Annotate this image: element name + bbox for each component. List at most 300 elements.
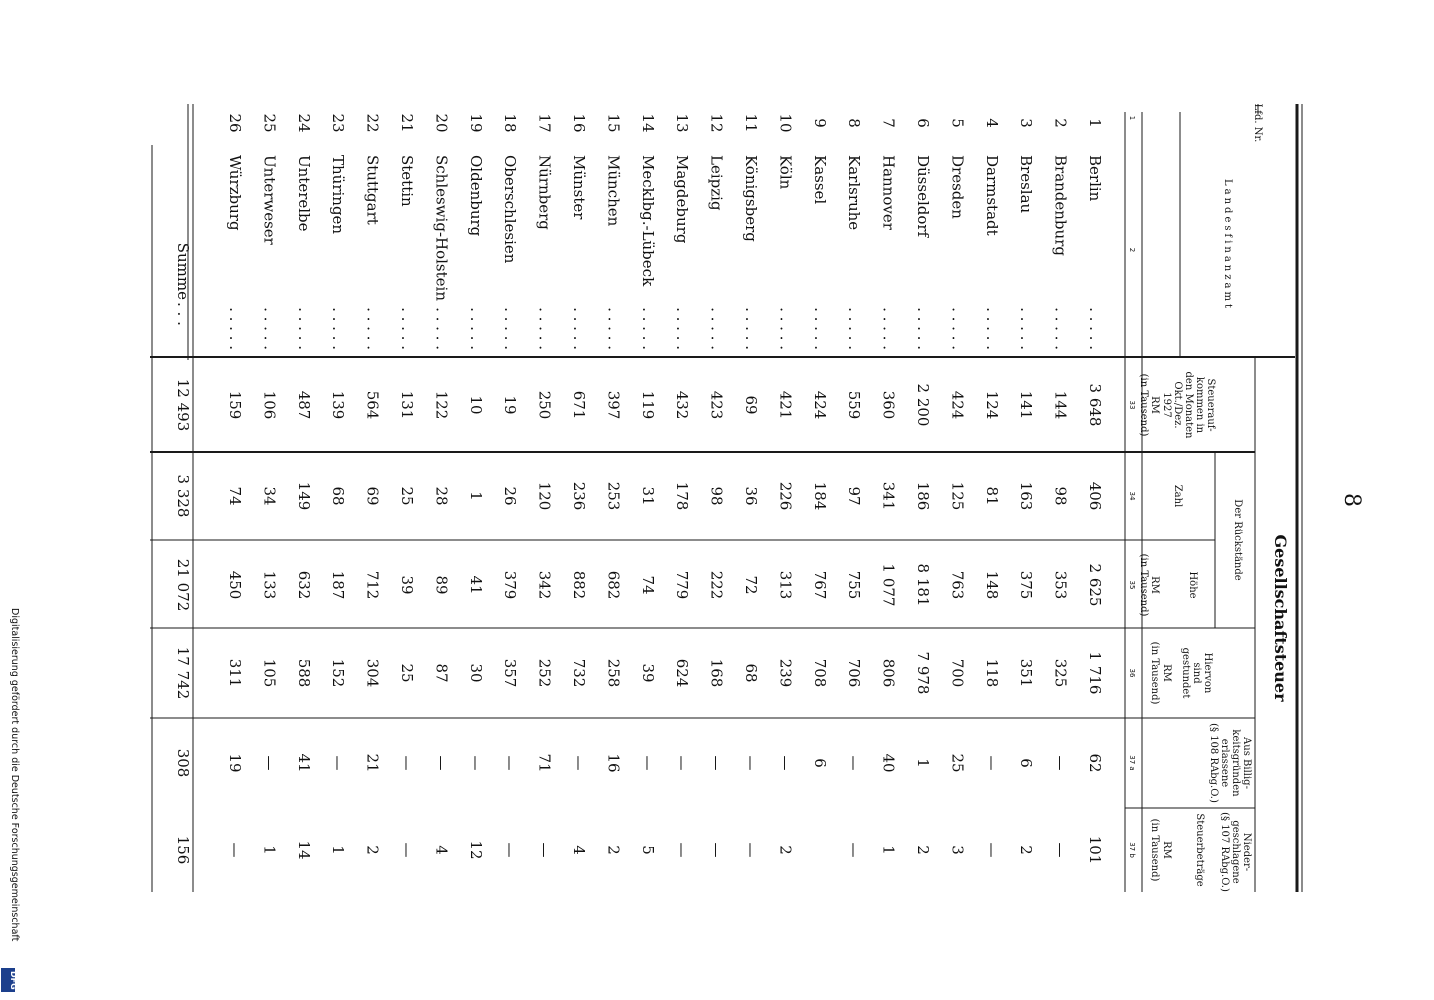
row-number: 4	[982, 118, 1001, 128]
cell-c35: 8 181	[914, 563, 932, 607]
cell-c33: 397	[604, 390, 623, 420]
cell-c37b: 14	[294, 840, 313, 860]
cell-c35: 450	[226, 570, 244, 600]
leader-dots: . . . . .	[845, 307, 864, 350]
cell-c35: 779	[673, 570, 692, 600]
cell-c37a: —	[1051, 755, 1070, 771]
cell-c37a: —	[466, 755, 485, 771]
cell-c37b: 4	[570, 845, 588, 855]
row-landesfinanzamt: Mecklbg.-Lübeck	[638, 155, 657, 287]
cell-c35: 148	[982, 570, 1001, 600]
cell-c34: 1	[466, 491, 485, 501]
row-number: 18	[501, 113, 520, 133]
table-row	[914, 118, 932, 855]
cell-c37a: —	[260, 755, 279, 771]
cell-c33: 139	[329, 390, 348, 420]
cell-c35: 41	[466, 575, 485, 595]
cell-c36: 325	[1051, 658, 1070, 688]
header-gestundet	[1149, 642, 1213, 705]
table-row	[226, 113, 244, 857]
cell-c36: 87	[432, 663, 451, 683]
cell-c33: 432	[673, 390, 692, 420]
table-row	[1086, 118, 1104, 864]
row-landesfinanzamt: München	[604, 155, 623, 227]
svg-text:gestundet: gestundet	[1180, 647, 1191, 699]
cell-c34: 74	[226, 486, 244, 506]
cell-c33: 10	[466, 395, 485, 415]
table-row	[260, 113, 278, 854]
leader-dots: . . . . .	[466, 307, 485, 350]
cell-c35: 767	[810, 570, 829, 600]
cell-c35: 187	[329, 570, 348, 600]
table-row	[295, 113, 313, 859]
table-row	[673, 113, 691, 857]
cell-c36: 357	[501, 658, 520, 688]
cell-c35: 755	[845, 570, 864, 600]
leader-dots: . . . . .	[260, 307, 279, 350]
cell-c33: 3 648	[1086, 383, 1104, 427]
svg-text:(in Tausend): (in Tausend)	[1149, 818, 1160, 882]
table-row	[811, 118, 829, 768]
table-row	[948, 118, 966, 855]
cell-c37a: —	[432, 755, 451, 771]
table-row	[776, 113, 794, 854]
cell-c37a: 62	[1086, 753, 1104, 773]
cell-c35: 222	[707, 570, 726, 600]
cell-c34: 125	[948, 481, 967, 511]
row-landesfinanzamt: Unterelbe	[294, 155, 313, 232]
cell-c33: 122	[432, 390, 451, 420]
row-landesfinanzamt: Dresden	[948, 155, 967, 219]
cell-c35: 133	[260, 570, 279, 600]
cell-c33: 421	[776, 390, 795, 420]
header-lfd-nr	[1252, 104, 1263, 143]
cell-c33: 671	[570, 390, 588, 420]
cell-c37a: 21	[363, 753, 382, 773]
row-number: 3	[1017, 118, 1036, 128]
cell-c37b: 1	[329, 845, 348, 855]
header-col33	[1138, 372, 1216, 440]
cell-c36: 706	[845, 658, 864, 688]
row-landesfinanzamt: Stettin	[398, 155, 416, 207]
svg-text:12 493: 12 493	[174, 378, 192, 432]
row-number: 17	[535, 113, 554, 133]
row-number: 24	[294, 113, 313, 133]
cell-c37b: —	[673, 842, 692, 858]
cell-c34: 120	[535, 481, 554, 511]
cell-c34: 81	[982, 486, 1001, 506]
cell-c34: 184	[810, 481, 829, 511]
cell-c35: 342	[535, 570, 554, 600]
row-number: 6	[914, 118, 932, 128]
table-row	[536, 113, 554, 857]
cell-c34: 98	[707, 486, 726, 506]
column-numbers	[1128, 116, 1136, 859]
row-number: 23	[329, 113, 348, 133]
table-row	[432, 113, 450, 854]
table-row	[501, 113, 519, 857]
svg-text:Steuerbeträge: Steuerbeträge	[1194, 813, 1205, 887]
row-number: 7	[879, 118, 898, 128]
cell-c34: 178	[673, 481, 692, 511]
cell-c34: 406	[1086, 481, 1104, 511]
cell-c37a: 6	[810, 758, 829, 768]
cell-c35: 74	[638, 575, 657, 595]
svg-text:34: 34	[1128, 491, 1136, 501]
leader-dots: . . . . .	[604, 307, 623, 350]
cell-c33: 250	[535, 390, 554, 420]
cell-c36: 258	[604, 658, 623, 688]
cell-c37b: —	[845, 842, 864, 858]
cell-c36: 105	[260, 658, 279, 688]
row-number: 20	[432, 113, 451, 133]
cell-c37a: 16	[604, 753, 623, 773]
cell-c34: 31	[638, 486, 657, 506]
leader-dots: . . . . .	[226, 307, 244, 350]
leader-dots: . . . . .	[535, 307, 554, 350]
table-row	[742, 113, 760, 857]
row-number: 26	[226, 113, 244, 133]
cell-c36: 25	[398, 663, 416, 683]
leader-dots: . . . . .	[1017, 307, 1036, 350]
row-number: 15	[604, 113, 623, 133]
cell-c33: 159	[226, 390, 244, 420]
cell-c36: 118	[982, 658, 1001, 688]
table-title: Gesellschaftsteuer	[1271, 534, 1290, 702]
row-landesfinanzamt: Stuttgart	[363, 155, 382, 225]
row-landesfinanzamt: Würzburg	[226, 155, 244, 231]
cell-c34: 68	[329, 486, 348, 506]
svg-text:geschlagene: geschlagene	[1230, 820, 1241, 884]
digitization-note	[0, 600, 18, 1000]
svg-text:35: 35	[1128, 580, 1136, 590]
leader-dots: . . . . .	[570, 307, 588, 350]
cell-c36: 351	[1017, 658, 1036, 688]
cell-c34: 163	[1017, 481, 1036, 511]
row-number: 25	[260, 113, 279, 133]
row-landesfinanzamt: Leipzig	[707, 155, 726, 211]
row-landesfinanzamt: Karlsruhe	[845, 155, 864, 231]
row-landesfinanzamt: Kassel	[810, 155, 829, 205]
svg-text:37 b: 37 b	[1128, 842, 1136, 858]
svg-text:Aus Billig-: Aus Billig-	[1241, 737, 1252, 789]
svg-text:2: 2	[1128, 247, 1136, 253]
cell-c35: 1 077	[879, 563, 898, 607]
table-row	[1052, 118, 1070, 857]
svg-text:erlassene: erlassene	[1219, 738, 1230, 788]
cell-c34: 186	[914, 481, 932, 511]
cell-c37a: 19	[226, 753, 244, 773]
svg-text:keitsgründen: keitsgründen	[1230, 729, 1241, 797]
svg-text:RM: RM	[1149, 396, 1160, 414]
svg-text:36: 36	[1128, 668, 1136, 678]
cell-c33: 124	[982, 390, 1001, 420]
cell-c37a: 1	[914, 758, 932, 768]
cell-c37b: 5	[638, 845, 657, 855]
cell-c37b: 101	[1086, 835, 1104, 865]
cell-c35: 353	[1051, 570, 1070, 600]
leader-dots: . . . . .	[982, 307, 1001, 350]
svg-text:1927: 1927	[1161, 392, 1172, 418]
cell-c34: 98	[1051, 486, 1070, 506]
cell-c37a: 6	[1017, 758, 1036, 768]
row-number: 14	[638, 113, 657, 133]
cell-c36: 39	[638, 663, 657, 683]
table-row	[639, 113, 657, 854]
cell-c37b: —	[501, 842, 520, 858]
cell-c36: 239	[776, 658, 795, 688]
header-niedergeschlagen	[1219, 812, 1252, 892]
cell-c37a: —	[776, 755, 795, 771]
svg-text:sind: sind	[1191, 662, 1202, 684]
row-number: 22	[363, 113, 382, 133]
cell-c33: 69	[742, 395, 760, 415]
cell-c35: 882	[570, 570, 588, 600]
row-number: 12	[707, 113, 726, 133]
row-landesfinanzamt: Thüringen	[329, 155, 348, 235]
table-row	[398, 113, 416, 857]
row-number: 2	[1051, 118, 1070, 128]
cell-c36: 806	[879, 658, 898, 688]
cell-c36: 311	[226, 658, 244, 688]
cell-c37b: —	[226, 842, 244, 858]
cell-c37b: —	[535, 842, 554, 858]
cell-c36: 152	[329, 658, 348, 688]
cell-c33: 141	[1017, 390, 1036, 420]
cell-c37b: 2	[363, 845, 382, 855]
cell-c35: 712	[363, 570, 382, 600]
row-landesfinanzamt: Oberschlesien	[501, 155, 520, 264]
leader-dots: . . . . .	[294, 307, 313, 350]
row-number: 5	[948, 118, 967, 128]
cell-c36: 588	[294, 658, 313, 688]
row-landesfinanzamt: Berlin	[1086, 155, 1104, 202]
svg-text:21 072: 21 072	[174, 558, 192, 612]
cell-c33: 106	[260, 390, 279, 420]
svg-text:(in Tausend): (in Tausend)	[1149, 641, 1160, 705]
cell-c34: 36	[742, 486, 760, 506]
row-number: 21	[398, 113, 416, 133]
cell-c34: 26	[501, 486, 520, 506]
table-row	[708, 113, 726, 857]
cell-c37a: 71	[535, 753, 554, 773]
cell-c36: 68	[742, 663, 760, 683]
row-number: 19	[466, 113, 485, 133]
row-landesfinanzamt: Köln	[776, 155, 795, 190]
cell-c37a: —	[570, 755, 588, 771]
cell-c37a: 25	[948, 753, 967, 773]
svg-text:Hiervon: Hiervon	[1202, 652, 1213, 694]
cell-c34: 253	[604, 481, 623, 511]
svg-text:156: 156	[174, 835, 192, 865]
row-landesfinanzamt: Brandenburg	[1051, 155, 1070, 256]
cell-c37b: —	[398, 842, 416, 858]
cell-c37b: 1	[879, 845, 898, 855]
row-number: 10	[776, 113, 795, 133]
row-number: 1	[1086, 118, 1104, 128]
cell-c33: 144	[1051, 390, 1070, 420]
svg-text:Lfd. Nr.: Lfd. Nr.	[1252, 103, 1263, 143]
svg-text:Steuerauf-: Steuerauf-	[1205, 378, 1216, 432]
row-landesfinanzamt: Darmstadt	[982, 155, 1001, 236]
cell-c37b: —	[742, 842, 760, 858]
cell-c37a: —	[845, 755, 864, 771]
leader-dots: . . . . .	[776, 307, 795, 350]
cell-c35: 2 625	[1086, 563, 1104, 607]
cell-c33: 487	[294, 390, 313, 420]
dfg-logo-text: DFG	[9, 971, 18, 990]
cell-c33: 360	[879, 390, 898, 420]
row-landesfinanzamt: Nürnberg	[535, 155, 554, 230]
cell-c37a: —	[742, 755, 760, 771]
cell-c37b: 2	[1017, 845, 1036, 855]
svg-text:308: 308	[174, 748, 192, 778]
row-number: 16	[570, 113, 588, 133]
cell-c34: 149	[294, 481, 313, 511]
cell-c35: 763	[948, 570, 967, 600]
leader-dots: . . . . .	[398, 307, 416, 350]
cell-c36: 700	[948, 658, 967, 688]
row-number: 9	[810, 118, 829, 128]
svg-text:Okt./Dez.: Okt./Dez.	[1172, 381, 1183, 429]
svg-text:Nieder-: Nieder-	[1241, 832, 1252, 872]
cell-c36: 1 716	[1086, 651, 1104, 695]
cell-c35: 632	[294, 570, 313, 600]
row-number: 11	[742, 113, 760, 133]
cell-c37a: —	[673, 755, 692, 771]
svg-text:17 742: 17 742	[174, 646, 192, 700]
cell-c37b: —	[982, 842, 1001, 858]
cell-c37a: —	[501, 755, 520, 771]
leader-dots: . . . . .	[707, 307, 726, 350]
cell-c33: 559	[845, 390, 864, 420]
svg-text:Summe: Summe	[174, 242, 192, 300]
svg-text:. . .: . . .	[174, 302, 192, 326]
header-zahl: Zahl	[1172, 484, 1183, 508]
leader-dots: . . . . .	[810, 307, 829, 350]
cell-c36: 252	[535, 658, 554, 688]
cell-c34: 236	[570, 481, 588, 511]
cell-c36: 30	[466, 663, 485, 683]
table-row	[880, 118, 898, 855]
cell-c37b: —	[707, 842, 726, 858]
data-rows	[226, 113, 1104, 864]
cell-c36: 732	[570, 658, 588, 688]
svg-text:33: 33	[1128, 400, 1136, 410]
cell-c37b: 1	[260, 845, 279, 855]
svg-text:(§ 107 RAbg.O.): (§ 107 RAbg.O.)	[1219, 812, 1230, 892]
cell-c35: 379	[501, 570, 520, 600]
cell-c37a: 40	[879, 753, 898, 773]
cell-c37a: —	[707, 755, 726, 771]
header-hoehe	[1138, 554, 1198, 617]
row-landesfinanzamt: Breslau	[1017, 155, 1036, 214]
cell-c33: 19	[501, 395, 520, 415]
table-row	[570, 113, 588, 854]
table-row	[329, 113, 347, 854]
cell-c34: 341	[879, 481, 898, 511]
leader-dots: . . . . .	[329, 307, 348, 350]
page-number: 8	[1339, 493, 1364, 507]
leader-dots: . . . . .	[742, 307, 760, 350]
cell-c35: 72	[742, 575, 760, 595]
header-landesfinanzamt: Landesfinanzamt	[1222, 179, 1233, 311]
cell-c36: 7 978	[914, 651, 932, 695]
cell-c33: 424	[810, 390, 829, 420]
cell-c35: 375	[1017, 570, 1036, 600]
leader-dots: . . . . .	[363, 307, 382, 350]
svg-text:37 a: 37 a	[1128, 755, 1136, 771]
svg-text:3 328: 3 328	[174, 474, 192, 518]
cell-c33: 423	[707, 390, 726, 420]
leader-dots: . . . . .	[673, 307, 692, 350]
cell-c34: 226	[776, 481, 795, 511]
leader-dots: . . . . .	[638, 307, 657, 350]
row-landesfinanzamt: Düsseldorf	[914, 155, 932, 238]
leader-dots: . . . . .	[501, 307, 520, 350]
table-row	[845, 118, 863, 857]
cell-c37a: —	[982, 755, 1001, 771]
cell-c37b: 2	[604, 845, 623, 855]
cell-c34: 28	[432, 486, 451, 506]
cell-c34: 97	[845, 486, 864, 506]
row-landesfinanzamt: Magdeburg	[673, 155, 692, 244]
cell-c37a: —	[329, 755, 348, 771]
table-row	[983, 118, 1001, 857]
header-rueckstaende: Der Rückstände	[1232, 499, 1243, 581]
cell-c35: 89	[432, 575, 451, 595]
leader-dots: . . . . .	[879, 307, 898, 350]
row-landesfinanzamt: Münster	[570, 155, 588, 220]
cell-c37b: 2	[914, 845, 932, 855]
svg-text:den Monaten: den Monaten	[1183, 371, 1194, 439]
cell-c37b: 2	[776, 845, 795, 855]
leader-dots: . . . . .	[914, 307, 932, 350]
table-row	[1017, 118, 1035, 855]
svg-text:Höhe: Höhe	[1187, 571, 1198, 599]
svg-text:1: 1	[1128, 115, 1136, 121]
cell-c33: 564	[363, 390, 382, 420]
table-row	[604, 113, 622, 854]
table-row	[364, 113, 382, 854]
table-row	[467, 113, 485, 859]
cell-c34: 34	[260, 486, 279, 506]
cell-c33: 131	[398, 390, 416, 420]
cell-c37b: 4	[432, 845, 451, 855]
summe-row	[174, 243, 192, 865]
cell-c35: 313	[776, 570, 795, 600]
svg-text:RM: RM	[1149, 576, 1160, 594]
svg-text:(in Tausend): (in Tausend)	[1138, 553, 1149, 617]
row-landesfinanzamt: Schleswig-Holstein	[432, 155, 451, 301]
cell-c37a: —	[638, 755, 657, 771]
cell-c37a: —	[398, 755, 416, 771]
svg-text:RM: RM	[1161, 841, 1172, 859]
cell-c36: 708	[810, 658, 829, 688]
cell-c37b: —	[1051, 842, 1070, 858]
row-number: 13	[673, 113, 692, 133]
row-number: 8	[845, 118, 864, 128]
svg-text:Digitalisierung gefördert durc: Digitalisierung gefördert durch die Deutsche Forschungsgemeinschaft	[9, 608, 20, 942]
row-landesfinanzamt: Hannover	[879, 155, 898, 230]
row-landesfinanzamt: Königsberg	[742, 155, 760, 242]
leader-dots: . . . . .	[432, 307, 451, 350]
row-landesfinanzamt: Unterweser	[260, 155, 279, 245]
leader-dots: . . . . .	[948, 307, 967, 350]
cell-c33: 119	[638, 390, 657, 420]
cell-c37b: 3	[948, 845, 967, 855]
cell-c35: 682	[604, 570, 623, 600]
